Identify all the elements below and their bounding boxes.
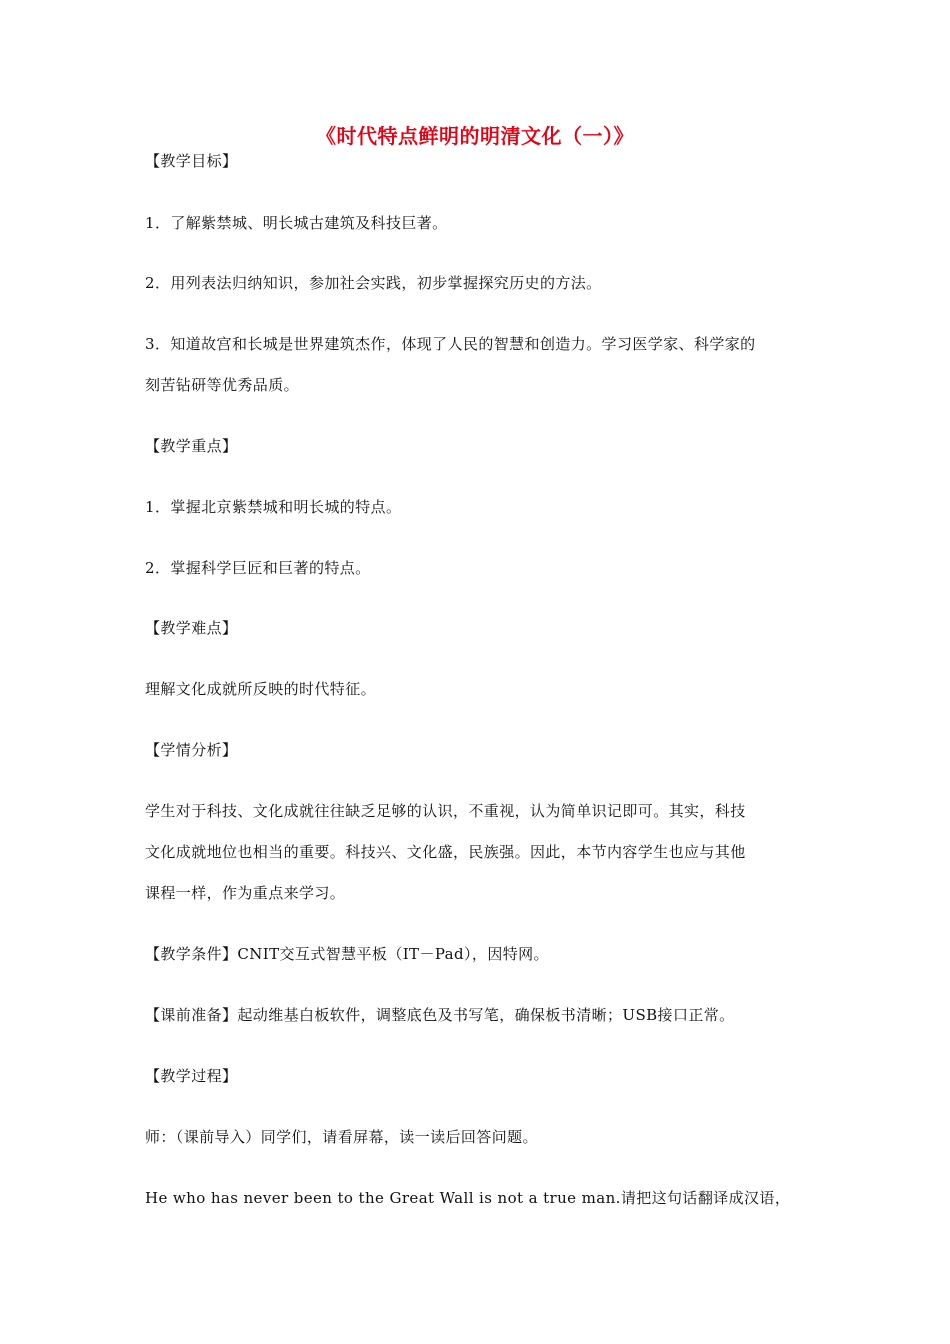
objective-item-3-continued: 刻苦钻研等优秀品质。 [145, 376, 300, 394]
key-point-1: 1．掌握北京紫禁城和明长城的特点。 [145, 498, 402, 516]
student-analysis-line-2: 文化成就地位也相当的重要。科技兴、文化盛，民族强。因此，本节内容学生也应与其他 [145, 843, 746, 861]
difficulty-text: 理解文化成就所反映的时代特征。 [145, 680, 377, 698]
objective-item-3: 3．知道故宫和长城是世界建筑杰作，体现了人民的智慧和创造力。学习医学家、科学家的 [145, 335, 756, 353]
heading-teaching-process: 【教学过程】 [145, 1067, 238, 1085]
process-english-quote: He who has never been to the Great Wall is not a true man.请把这句话翻译成汉语， [145, 1189, 791, 1207]
heading-student-analysis: 【学情分析】 [145, 741, 238, 759]
teaching-conditions: 【教学条件】CNIT交互式智慧平板（IT－Pad），因特网。 [145, 945, 549, 963]
document-title: 《时代特点鲜明的明清文化（一）》 [316, 124, 634, 148]
objective-item-2: 2．用列表法归纳知识，参加社会实践，初步掌握探究历史的方法。 [145, 274, 602, 292]
heading-teaching-objectives: 【教学目标】 [145, 152, 238, 170]
student-analysis-line-1: 学生对于科技、文化成就往往缺乏足够的认识，不重视，认为简单识记即可。其实，科技 [145, 802, 746, 820]
heading-difficulties: 【教学难点】 [145, 619, 238, 637]
objective-item-1: 1．了解紫禁城、明长城古建筑及科技巨著。 [145, 214, 448, 232]
student-analysis-line-3: 课程一样，作为重点来学习。 [145, 884, 346, 902]
heading-key-points: 【教学重点】 [145, 437, 238, 455]
key-point-2: 2．掌握科学巨匠和巨著的特点。 [145, 559, 371, 577]
process-teacher-intro: 师：（课前导入）同学们，请看屏幕，读一读后回答问题。 [145, 1128, 538, 1146]
class-preparation: 【课前准备】起动维基白板软件，调整底色及书写笔，确保板书清晰；USB接口正常。 [145, 1006, 735, 1024]
